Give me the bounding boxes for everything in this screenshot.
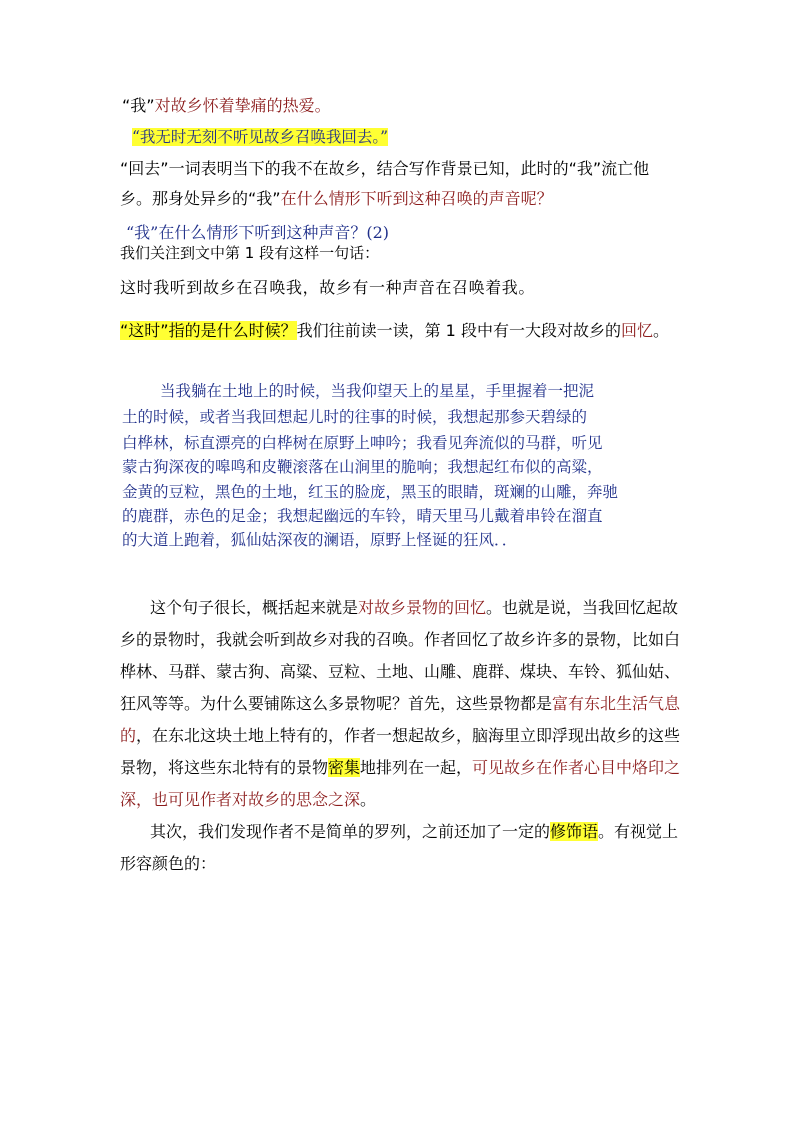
analysis-line-6 [120, 757, 680, 779]
scenery-memory: 对故乡景物的回忆 [358, 598, 487, 617]
analysis-text: 狂风等等。为什么要铺陈这么多景物呢？首先，这些景物都是 [120, 694, 553, 713]
quote-line: 土的时候，或者当我回想起儿时的往事的时候，我想起那参天碧绿的 [122, 408, 588, 426]
analysis-text: 这个句子很长，概括起来就是 [150, 598, 359, 617]
question-this-time [120, 320, 669, 342]
analysis-text: 。 [360, 790, 377, 809]
quote-line: 的大道上跑着，狐仙姑深夜的澜语，原野上怪诞的狂风．． [122, 531, 518, 549]
northeast-flavor: 富有东北生活气息 [552, 694, 681, 713]
quote-line: 白桦林，标直漂亮的白桦树在原野上呻吟；我看见奔流似的马群，听见 [122, 434, 603, 452]
question-end: 。 [652, 321, 669, 340]
memory-word: 回忆 [620, 321, 653, 340]
analysis-line-8 [150, 821, 678, 843]
love-statement: 对故乡怀着挚痛的热爱。 [154, 96, 331, 115]
key-sentence: 这时我听到故乡在召唤我，故乡有一种声音在召唤着我。 [120, 278, 536, 297]
question-lead: 乡。那身处异乡的“我” [120, 189, 281, 208]
question-text: 我们往前读一读，第 1 段中有一大段对故乡的 [296, 321, 621, 340]
dense-highlight: 密集 [328, 758, 361, 777]
analysis-text: ，在东北这块土地上特有的，作者一想起故乡，脑海里立即浮现出故乡的这些 [136, 726, 681, 745]
analysis-text: 。也就是说，当我回忆起故 [486, 598, 679, 617]
intro-line: 我们关注到文中第 1 段有这样一句话： [120, 244, 380, 262]
analysis-text: 景物，将这些东北特有的景物 [120, 758, 329, 777]
question-highlight: “这时”指的是什么时候？ [120, 321, 297, 340]
analysis-text: 地排列在一起， [360, 758, 473, 777]
paragraph-quote-call [132, 126, 388, 148]
question-red: 在什么情形下听到这种召唤的声音呢？ [280, 189, 553, 208]
analysis-line-3: 桦林、马群、蒙古狗、高粱、豆粒、土地、山雕、鹿群、煤块、车铃、狐仙姑、 [120, 662, 681, 681]
paragraph-love-hometown [122, 95, 331, 117]
wo-quote: “我” [122, 96, 155, 115]
highlighted-quote: “我无时无刻不听见故乡召唤我回去。” [132, 128, 389, 146]
analysis-line-9: 形容颜色的： [120, 854, 217, 873]
analysis-line-5 [120, 725, 680, 747]
longing-statement: 深，也可见作者对故乡的思念之深 [120, 790, 361, 809]
analysis-line-4 [120, 693, 680, 715]
analysis-line-7 [120, 789, 376, 811]
analysis-line-2: 乡的景物时，我就会听到故乡对我的召唤。作者回忆了故乡许多的景物，比如白 [120, 630, 681, 649]
analysis-text: 其次，我们发现作者不是简单的罗列，之前还加了一定的 [150, 822, 551, 841]
quote-line: 当我躺在土地上的时候，当我仰望天上的星星，手里握着一把泥 [160, 382, 595, 400]
section-heading: “我”在什么情形下听到这种声音？(2) [126, 223, 390, 242]
paragraph-return-line: “回去”一词表明当下的我不在故乡，结合写作背景已知，此时的“我”流亡他 [120, 159, 650, 178]
analysis-line-1 [150, 597, 678, 619]
analysis-text: 。有视觉上 [598, 822, 679, 841]
quote-line: 的鹿群，赤色的足金；我想起幽远的车铃，晴天里马儿戴着串铃在溜直 [122, 507, 603, 525]
modifier-highlight: 修饰语 [550, 822, 599, 841]
imprint-statement: 可见故乡在作者心目中烙印之 [472, 758, 681, 777]
quote-line: 蒙古狗深夜的嗥鸣和皮鞭滚落在山涧里的脆响；我想起红布似的高粱， [122, 458, 603, 476]
paragraph-question-line [120, 188, 553, 210]
quote-line: 金黄的豆粒，黑色的土地，红玉的脸庞，黑玉的眼睛，斑斓的山雕，奔驰 [122, 483, 619, 501]
northeast-flavor-end: 的 [120, 726, 137, 745]
